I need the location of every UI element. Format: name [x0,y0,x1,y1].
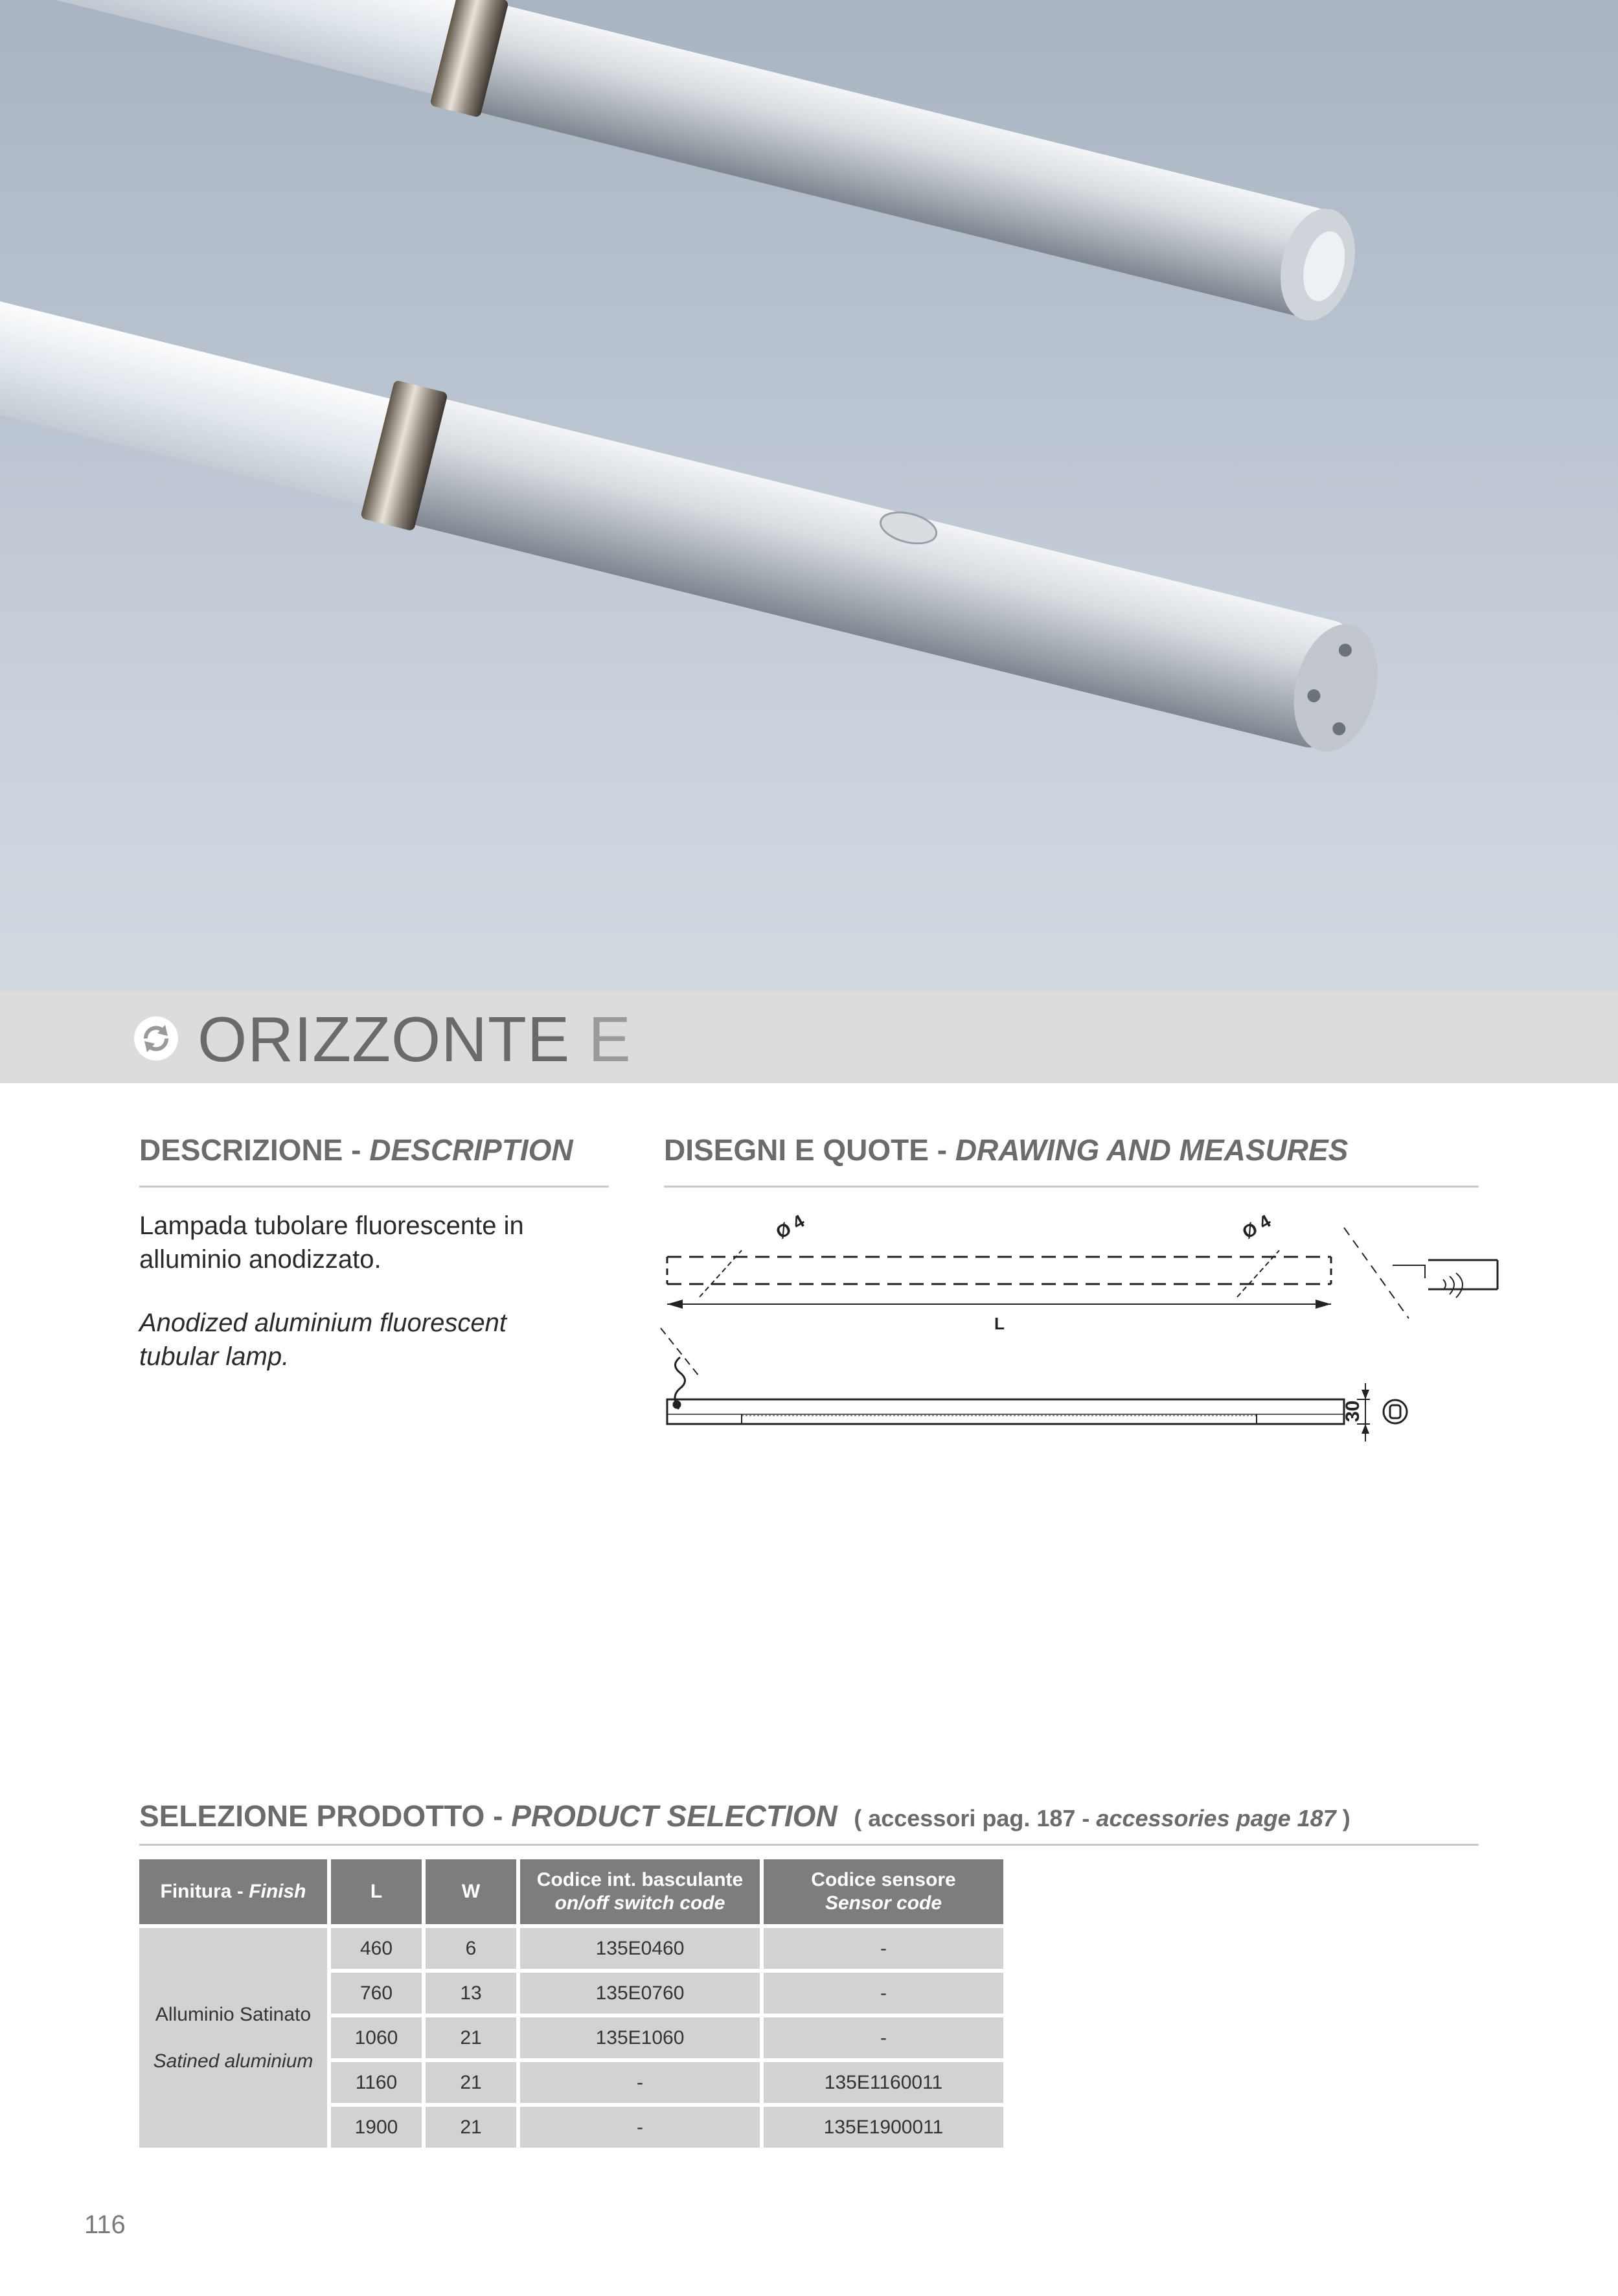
cell-w: 13 [426,1973,516,2014]
cell-sensor: - [764,1973,1003,2014]
col-finish-it: Finitura - [160,1881,249,1902]
selection-heading [139,1798,1350,1833]
cell-sensor: 135E1160011 [764,2062,1003,2103]
diameter-label-2: Ø 4 [1238,1210,1275,1243]
cell-sensor: - [764,2017,1003,2058]
title-suffix: E [588,1004,632,1075]
cell-sensor: - [764,1928,1003,1969]
drawing-heading [664,1132,1348,1167]
col-sensor [764,1859,1003,1924]
finish-cell [139,1928,327,2148]
length-label: L [994,1314,1005,1333]
description-heading [139,1132,573,1167]
cell-sensor: 135E1900011 [764,2107,1003,2148]
lamp-photo-illustration [0,0,1618,991]
table-header-row [139,1859,1003,1924]
cell-l: 1900 [331,2107,422,2148]
page-title [198,1003,632,1076]
drawing-heading-en: DRAWING AND MEASURES [955,1133,1349,1167]
refresh-circle-icon [133,1015,179,1062]
height-label: 30 [1342,1400,1363,1422]
cell-l: 1060 [331,2017,422,2058]
drawing-rule [664,1186,1479,1188]
description-heading-it: DESCRIZIONE - [139,1133,370,1167]
col-sensor-en: Sensor code [825,1892,942,1914]
cell-w: 21 [426,2062,516,2103]
cell-w: 21 [426,2107,516,2148]
page-number: 116 [84,2210,126,2239]
col-finish-en: Finish [249,1881,306,1902]
cell-w: 6 [426,1928,516,1969]
cell-switch: - [520,2107,760,2148]
selection-rule [139,1844,1479,1846]
accessories-note [854,1805,1350,1831]
cell-switch: 135E1060 [520,2017,760,2058]
cell-switch: 135E0760 [520,1973,760,2014]
description-rule [139,1186,609,1188]
accessories-note-it: ( accessori pag. 187 - [854,1805,1097,1831]
col-w: W [426,1859,516,1924]
product-photo [0,0,1618,991]
cell-switch: - [520,2062,760,2103]
cell-w: 21 [426,2017,516,2058]
accessories-note-en: accessories page 187 [1096,1805,1336,1831]
col-sensor-it: Codice sensore [811,1869,956,1890]
accessories-note-close: ) [1336,1805,1350,1831]
product-table [135,1855,1007,2152]
finish-en: Satined aluminium [153,2050,313,2072]
col-finish [139,1859,327,1924]
technical-drawing [654,1208,1516,1480]
selection-heading-it: SELEZIONE PRODOTTO - [139,1799,512,1833]
description-text-it: Lampada tubolare fluorescente in alluminio anodizzato. [139,1211,524,1274]
col-switch-it: Codice int. basculante [536,1869,744,1890]
description-text-en: Anodized aluminium fluorescent tubular lamp. [139,1309,507,1371]
table-row [139,1928,1003,1969]
cell-l: 760 [331,1973,422,2014]
cell-switch: 135E0460 [520,1928,760,1969]
diameter-label-1: Ø 4 [772,1210,808,1243]
cell-l: 1160 [331,2062,422,2103]
drawing-heading-it: DISEGNI E QUOTE - [664,1133,955,1167]
col-switch-en: on/off switch code [554,1892,725,1914]
cell-l: 460 [331,1928,422,1969]
title-main: ORIZZONTE [198,1004,571,1075]
selection-heading-en: PRODUCT SELECTION [511,1799,837,1833]
finish-it: Alluminio Satinato [155,2003,312,2025]
description-heading-en: DESCRIPTION [369,1133,573,1167]
col-l: L [331,1859,422,1924]
col-switch [520,1859,760,1924]
